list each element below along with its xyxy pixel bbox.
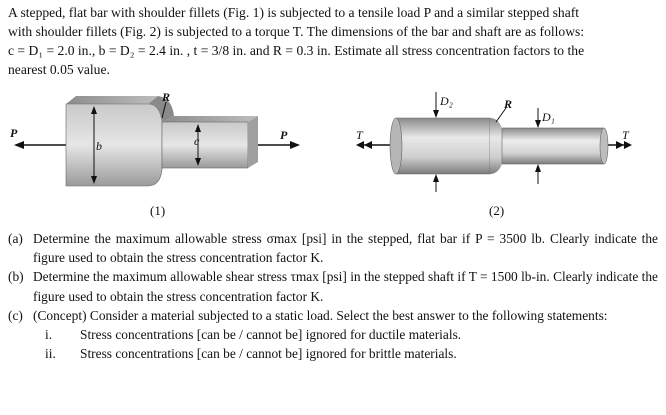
- statement-i-label: i.: [45, 327, 53, 343]
- fig1-label-c: c: [194, 134, 200, 148]
- statement-ii: [8, 344, 658, 363]
- bar-wide-section-top: [66, 96, 158, 104]
- intro-line-2: with shoulder fillets (Fig. 2) is subjected to a torque T. The dimensions of the bar and shaft are as follows:: [8, 24, 585, 39]
- figure-1-caption: (1): [150, 203, 166, 218]
- dim-D2-arrow-bottom-icon: [433, 174, 439, 182]
- torque-double-arrow-left-icon: [364, 141, 372, 149]
- shaft-large-end: [390, 118, 402, 174]
- question-b-text: Determine the maximum allowable shear stress τmax [psi] in the stepped shaft if T = 1500 lb-in. Clearly indicate the figure used to obtain the stress concentration factor K.: [33, 269, 658, 304]
- shaft-small-section: [502, 128, 604, 164]
- figure-2-stepped-shaft: [340, 88, 650, 198]
- question-b: [8, 267, 658, 305]
- fig2-label-T-right: T: [622, 128, 629, 142]
- arrowhead-left-icon: [14, 141, 24, 149]
- statement-i: [8, 325, 658, 344]
- statement-i-text: Stress concentrations [can be / cannot be] ignored for ductile materials.: [80, 327, 462, 343]
- bar-wide-section: [66, 104, 162, 186]
- fig2-label-R: R: [504, 97, 513, 111]
- question-a-text: Determine the maximum allowable stress σmax [psi] in the stepped, flat bar if P = 3500 lb. Clearly indicate the figure used to obtain the stress concentration factor K.: [33, 231, 658, 266]
- fig2-label-D1: D₁: [542, 110, 555, 124]
- intro-line-1: A stepped, flat bar with shoulder fillets (Fig. 1) is subjected to a tensile load P and a similar stepped shaft: [8, 5, 580, 20]
- fig1-label-P-left: P: [10, 126, 18, 140]
- statement-ii-text: Stress concentrations [can be / cannot be] ignored for brittle materials.: [80, 346, 457, 362]
- question-c: [8, 306, 658, 325]
- shaft-large-section: [392, 118, 490, 174]
- fig2-label-D2: D₂: [440, 94, 453, 108]
- shaft-fillet: [490, 118, 502, 174]
- question-a: [8, 229, 658, 267]
- dim-D1-arrow-bottom-icon: [535, 164, 541, 172]
- fig1-label-R: R: [162, 90, 171, 104]
- question-c-text: (Concept) Consider a material subjected to a static load. Select the best answer to the following statements:: [33, 307, 608, 323]
- figure-2-caption: (2): [489, 203, 505, 218]
- fig1-label-b: b: [96, 139, 102, 153]
- bar-narrow-end: [248, 116, 258, 168]
- intro-line-3: c = D₁ = 2.0 in., b = D₂ = 2.4 in. , t = 3/8 in. and R = 0.3 in. Estimate all stress concentration factors to the: [8, 43, 585, 58]
- bar-narrow-section-top: [162, 116, 258, 122]
- bar-narrow-section: [162, 122, 248, 168]
- dim-D2-arrow-icon: [433, 110, 439, 118]
- question-c-label: (c): [8, 307, 23, 323]
- questions-list: [8, 229, 658, 363]
- dim-D1-arrow-icon: [535, 120, 541, 128]
- fig2-label-T-left: T: [356, 128, 363, 142]
- figure-1-flat-bar: [0, 88, 320, 198]
- question-a-label: (a): [8, 231, 23, 246]
- statement-ii-label: ii.: [45, 346, 56, 362]
- shaft-small-end: [600, 128, 608, 164]
- intro-line-4: nearest 0.05 value.: [8, 62, 110, 77]
- question-b-label: (b): [8, 269, 24, 285]
- fig1-label-P-right: P: [280, 128, 288, 142]
- arrowhead-right-icon: [290, 141, 300, 149]
- problem-statement: [8, 3, 658, 79]
